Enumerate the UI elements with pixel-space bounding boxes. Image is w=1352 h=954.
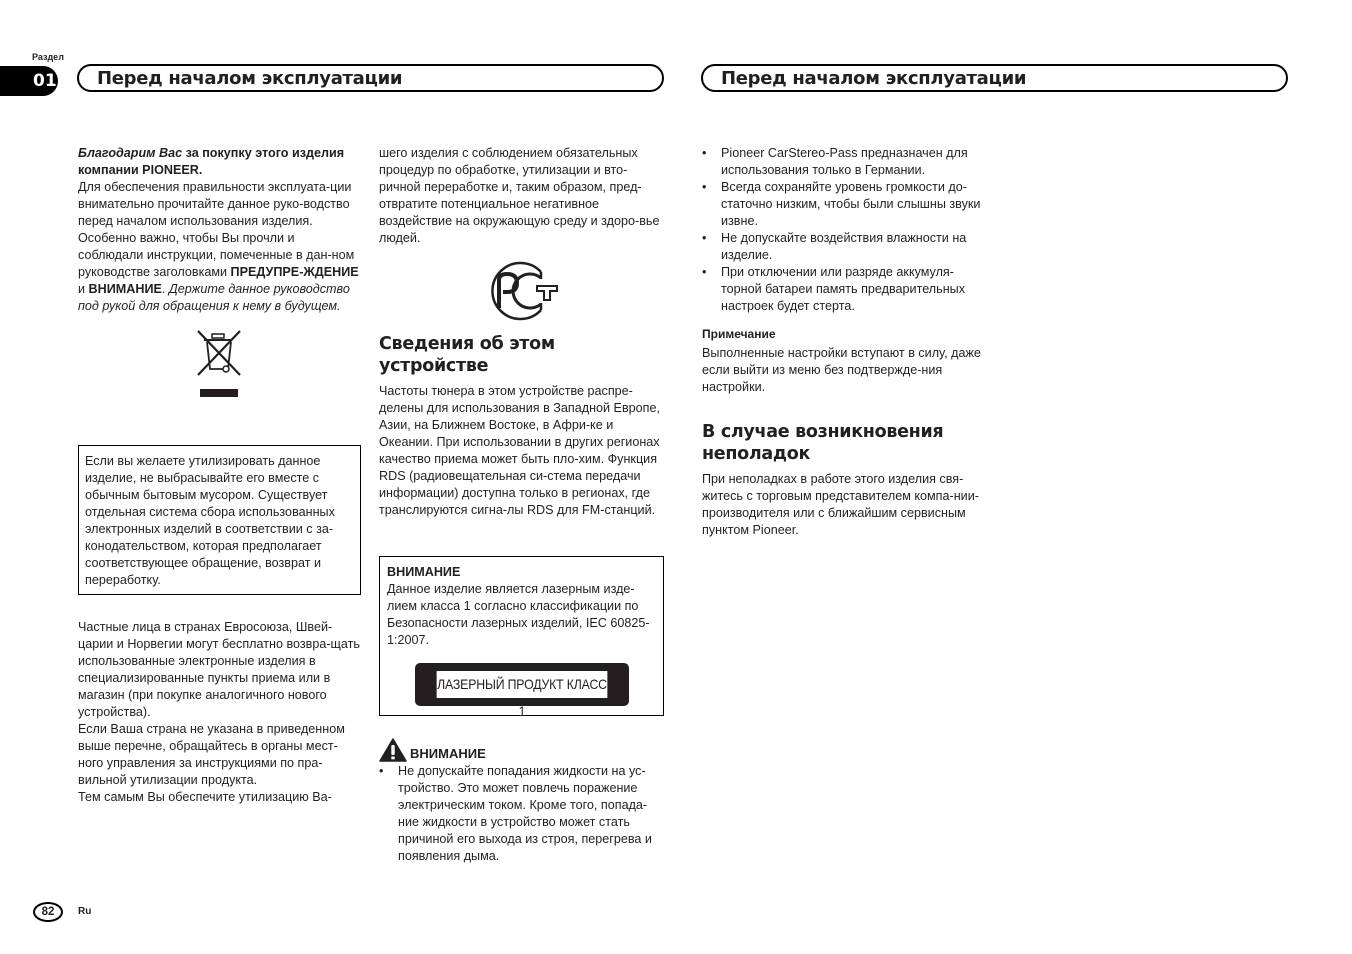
intro-thanks: Благодарим Вас (78, 146, 183, 160)
caution-section (379, 740, 664, 865)
laser-box-title: ВНИМАНИЕ (387, 565, 461, 579)
eu-text-1: Частные лица в странах Евросоюза, Швей-царии и Норвегии могут бесплатно возвра-щать использованные электронные изделия в специализированные пункты приема или в магазин (при покупке аналогичного нового устройства). (78, 620, 360, 719)
left-column (78, 145, 363, 804)
crossed-out-wheelie-bin-icon (194, 329, 244, 401)
caution-item: • Не допускайте попадания жидкости на ус-тройство. Это может повлечь поражение электрическим током. Кроме того, попада-ние жидкости в устройство может стать причиной его выхода из строя, перегрева и появления дыма. (379, 763, 664, 865)
usage-note-item: • Всегда сохраняйте уровень громкости до-статочно низким, чтобы были слышны звуки извне. (702, 179, 987, 230)
laser-product-label (415, 663, 629, 719)
page-title-left: Перед началом эксплуатации (77, 64, 664, 92)
usage-notes-list (702, 145, 987, 315)
note-title: Примечание (702, 327, 776, 341)
section-number-badge: 01 (0, 66, 58, 96)
middle-column (379, 145, 664, 863)
laser-product-label-text: ЛАЗЕРНЫЙ ПРОДУКТ КЛАСС 1 (436, 671, 607, 698)
troubleshooting-heading: В случае возникновения неполадок (702, 422, 944, 464)
laser-caution-box (379, 556, 664, 719)
caution-title: ВНИМАНИЕ (410, 746, 486, 761)
usage-note-item: • Не допускайте воздействия влажности на изделие. (702, 230, 987, 264)
troubleshooting-text: При неполадках в работе этого изделия свя-житесь с торговым представителем компа-нии-производителя или с ближайшим сервисным пунктом Pioneer. (702, 472, 979, 537)
page-number: 82 (33, 902, 63, 922)
eu-text-3: Тем самым Вы обеспечите утилизацию Ва- (78, 790, 332, 804)
disposal-continued-text: шего изделия с соблюдением обязательных процедур по обработке, утилизации и вто-ричной переработке и, таким образом, пред-отвратите потенциальное негативное воздействие на окружающую среду и здоро-вье людей. (379, 146, 660, 245)
note-text: Выполненные настройки вступают в силу, даже если выйти из меню без подтвержде-ния настройки. (702, 346, 981, 394)
device-info-text: Частоты тюнера в этом устройстве распре-делены для использования в Западной Европе, Азии, на Ближнем Востоке, в Афри-ке и Океании. При использовании в других регионах качество приема может быть пло-хим. Функция RDS (радиовещательная си-стема передачи информации) доступна только в регионах, где транслируются сигна-лы RDS для FM-станций. (379, 384, 660, 517)
language-code: Ru (78, 906, 92, 917)
intro-caution-word: ВНИМАНИЕ (88, 282, 162, 296)
caution-header (379, 740, 664, 762)
caution-list (379, 763, 664, 865)
usage-note-item: • При отключении или разряде аккумуля-торной батареи память предварительных настроек будет стерта. (702, 264, 987, 315)
eu-disposal-section (78, 619, 363, 806)
page-title-right: Перед началом эксплуатации (701, 64, 1288, 92)
intro-period: . (161, 282, 169, 296)
warning-triangle-icon (379, 738, 407, 762)
section-label: Раздел (32, 52, 64, 62)
intro-keep-manual: Держите данное руководство под рукой для обращения к нему в будущем. (78, 282, 350, 313)
right-column (702, 145, 987, 539)
eu-text-2: Если Ваша страна не указана в приведенном выше перечне, обращайтесь в органы мест-ного управления за инструкциями по пра-вильной утилизации продукта. (78, 722, 345, 787)
disposal-text: Если вы желаете утилизировать данное изделие, не выбрасывайте его вместе с обычным бытовым мусором. Существует отдельная система сбора использованных электронных изделий в соответствии с за-конодательством, которая предполагает соответствующее обращение, возврат и переработку. (85, 454, 335, 587)
intro-paragraph (78, 145, 363, 315)
usage-note-item: • Pioneer CarStereo-Pass предназначен для использования только в Германии. (702, 145, 987, 179)
pct-certification-mark-icon (483, 260, 561, 322)
disposal-info-box (78, 445, 361, 595)
intro-thanks-rest: за покупку этого изделия компании PIONEER. (78, 146, 345, 177)
laser-box-text: Данное изделие является лазерным изде-лием класса 1 согласно классификации по Безопасности лазерных изделий, IEC 60825-1:2007. (387, 582, 650, 647)
intro-and: и (78, 282, 89, 296)
intro-warning-word: ПРЕДУПРЕ-ЖДЕНИЕ (230, 265, 359, 279)
intro-text: Для обеспечения правильности эксплуата-ции внимательно прочитайте данное руко-водство перед началом использования изделия. Особенно важно, чтобы Вы прочли и соблюдали инструкции, помеченные в дан-ном руководстве заголовками (78, 180, 355, 279)
pct-mark-wrap (379, 247, 664, 333)
device-info-heading: Сведения об этом устройстве (379, 334, 555, 376)
weee-symbol-wrap (78, 315, 363, 425)
